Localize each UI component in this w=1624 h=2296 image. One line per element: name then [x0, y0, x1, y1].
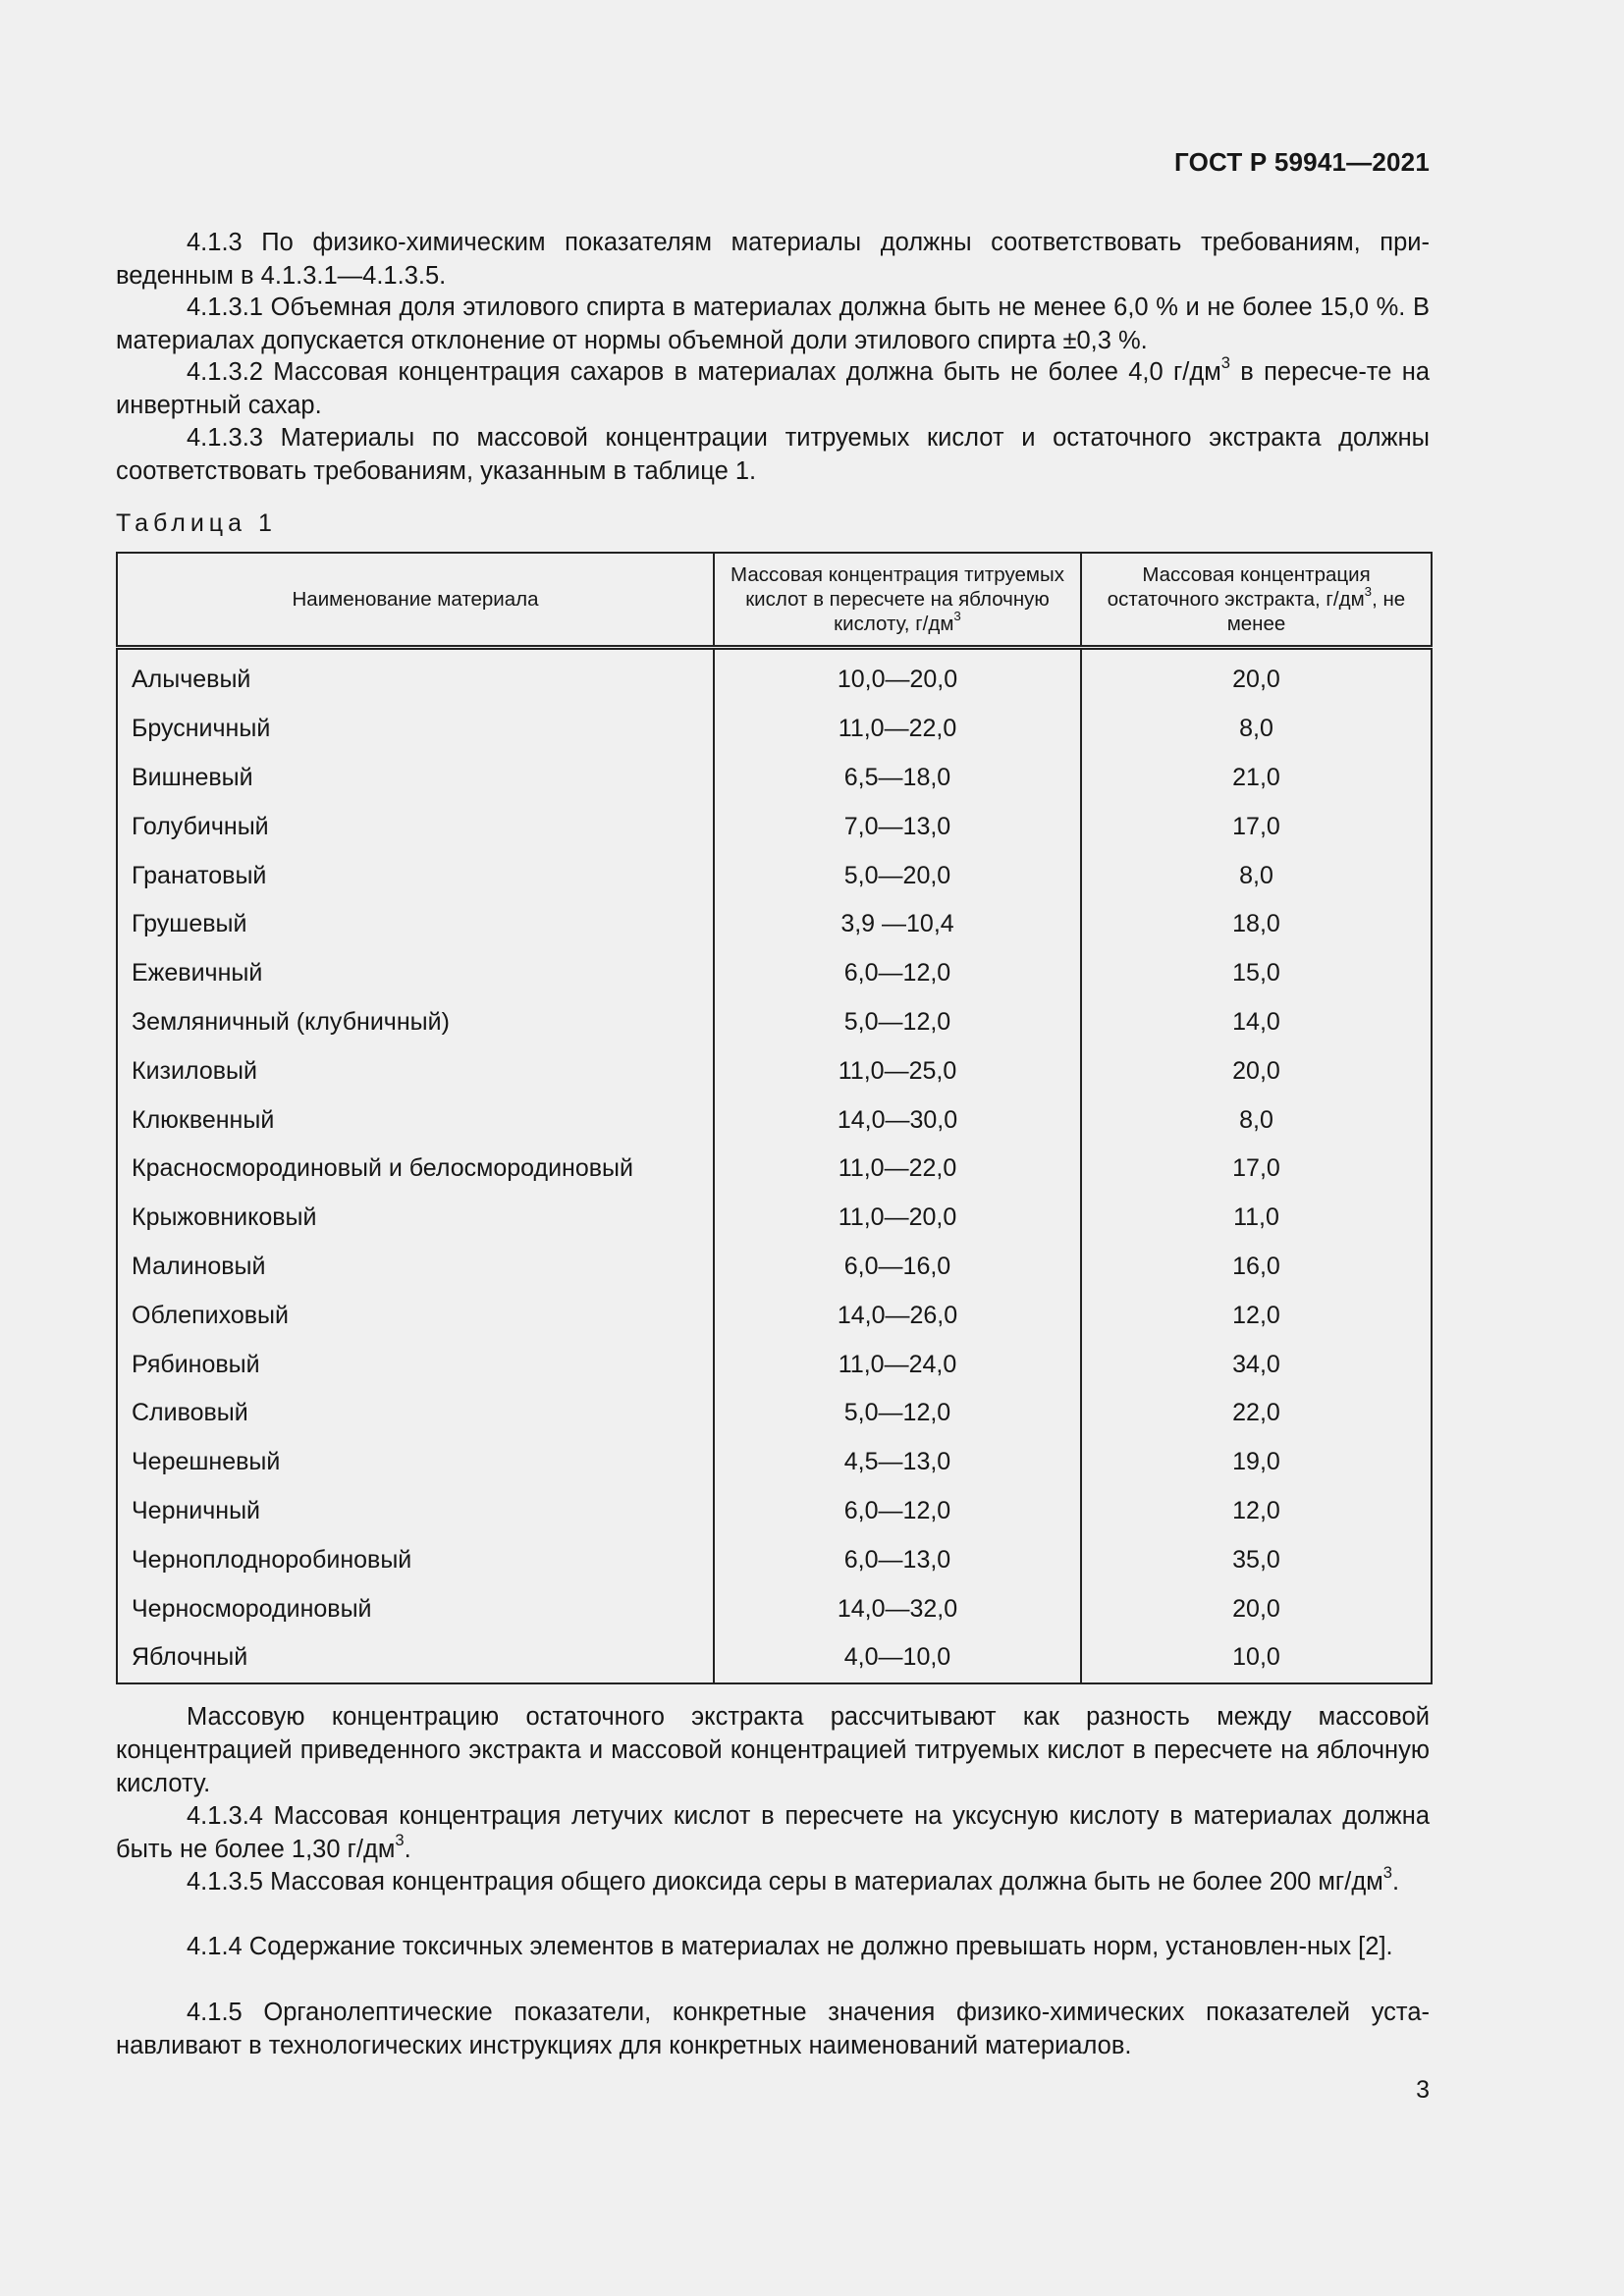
residual-extract-cell: 21,0 — [1232, 763, 1280, 791]
residual-extract-cell: 8,0 — [1239, 861, 1273, 889]
material-name-cell: Грушевый — [117, 900, 714, 949]
table-row — [117, 1633, 1432, 1683]
titratable-acids-cell: 14,0—32,0 — [714, 1584, 1081, 1633]
paragraph-residual-extract-note: Массовую концентрацию остаточного экстракта рассчитывают как разность между массовой концентрацией приведенного экстракта и массовой концентрацией титруемых кислот в пересчете на яблочную кислоту. — [116, 1703, 1430, 1797]
residual-extract-cell: 14,0 — [1232, 1007, 1280, 1036]
table-row — [117, 1389, 1432, 1438]
table-row — [117, 1095, 1432, 1145]
material-name-cell: Рябиновый — [117, 1340, 714, 1389]
standard-code: ГОСТ Р 59941—2021 — [1174, 147, 1430, 177]
material-name-cell: Земляничный (клубничный) — [117, 998, 714, 1047]
table-row — [117, 1291, 1432, 1340]
residual-extract-cell: 34,0 — [1232, 1350, 1280, 1378]
material-name-cell: Крыжовниковый — [117, 1194, 714, 1243]
table-header-row — [117, 553, 1432, 648]
titratable-acids-cell: 3,9 —10,4 — [714, 900, 1081, 949]
header-residual-extract: Массовая концентрация остаточного экстракта, $г/дм^3$, не менее — [1081, 553, 1432, 648]
header-titratable-acids: Массовая концентрация титруемых кислот в пересчете на яблочную кислоту, $г/дм^3$ — [714, 553, 1081, 648]
titratable-acids-cell: 14,0—30,0 — [714, 1095, 1081, 1145]
titratable-acids-cell: 4,0—10,0 — [714, 1633, 1081, 1683]
residual-extract-cell: 10,0 — [1232, 1643, 1280, 1672]
residual-extract-cell: 35,0 — [1232, 1545, 1280, 1574]
residual-extract-cell: 17,0 — [1232, 812, 1280, 840]
table-row — [117, 1535, 1432, 1584]
paragraph-4-1-3-5: 4.1.3.5 Массовая концентрация общего диоксида серы в материалах должна быть не более 200 $мг/дм^3$. — [187, 1863, 1400, 1896]
residual-extract-cell: 8,0 — [1239, 1105, 1273, 1134]
table-caption: Таблица 1 — [116, 509, 277, 537]
residual-extract-cell: 12,0 — [1232, 1496, 1280, 1524]
paragraph-4-1-3-2: 4.1.3.2 Массовая концентрация сахаров в материалах должна быть не более 4,0 $г/дм^3$ в пересче-те на инвертный сахар. — [116, 353, 1431, 419]
titratable-acids-cell: 6,0—13,0 — [714, 1535, 1081, 1584]
residual-extract-cell: 8,0 — [1239, 715, 1273, 743]
titratable-acids-cell: 11,0—22,0 — [714, 1145, 1081, 1194]
titratable-acids-cell: 5,0—12,0 — [714, 1389, 1081, 1438]
material-name-cell: Черешневый — [117, 1438, 714, 1487]
residual-extract-cell: 16,0 — [1232, 1252, 1280, 1280]
table-row — [117, 1584, 1432, 1633]
table-row — [117, 754, 1432, 803]
table-row — [117, 1243, 1432, 1292]
header-material-name: Наименование материала — [117, 553, 714, 648]
table-row — [117, 900, 1432, 949]
material-name-cell: Вишневый — [117, 754, 714, 803]
titratable-acids-cell: 11,0—25,0 — [714, 1046, 1081, 1095]
titratable-acids-cell: 14,0—26,0 — [714, 1291, 1081, 1340]
table-row — [117, 1438, 1432, 1487]
table-row — [117, 998, 1432, 1047]
material-name-cell: Алычевый — [117, 648, 714, 705]
table-row — [117, 949, 1432, 998]
titratable-acids-cell: 4,5—13,0 — [714, 1438, 1081, 1487]
residual-extract-cell: 22,0 — [1232, 1399, 1280, 1427]
material-name-cell: Яблочный — [117, 1633, 714, 1683]
titratable-acids-cell: 11,0—24,0 — [714, 1340, 1081, 1389]
material-name-cell: Голубичный — [117, 802, 714, 851]
material-name-cell: Ежевичный — [117, 949, 714, 998]
residual-extract-cell: 17,0 — [1232, 1154, 1280, 1183]
material-name-cell: Гранатовый — [117, 851, 714, 900]
paragraph-4-1-3-1: 4.1.3.1 Объемная доля этилового спирта в материалах должна быть не менее 6,0 % и не более 15,0 %. В материалах допускается отклонение от нормы объемной доли этилового спирта ±0,3 %. — [116, 294, 1430, 354]
titratable-acids-cell: 6,0—12,0 — [714, 949, 1081, 998]
titratable-acids-cell: 7,0—13,0 — [714, 802, 1081, 851]
material-name-cell: Кизиловый — [117, 1046, 714, 1095]
table-row — [117, 851, 1432, 900]
table-row — [117, 1340, 1432, 1389]
residual-extract-cell: 12,0 — [1232, 1301, 1280, 1329]
residual-extract-cell: 15,0 — [1232, 959, 1280, 988]
titratable-acids-cell: 5,0—20,0 — [714, 851, 1081, 900]
materials-table — [116, 552, 1433, 1684]
table-row — [117, 1487, 1432, 1536]
material-name-cell: Сливовый — [117, 1389, 714, 1438]
material-name-cell: Черничный — [117, 1487, 714, 1536]
paragraph-4-1-3-4: 4.1.3.4 Массовая концентрация летучих кислот в пересчете на уксусную кислоту в материалах должна быть не более 1,30 $г/дм^3$. — [116, 1802, 1430, 1863]
page-number: 3 — [1416, 2076, 1430, 2104]
titratable-acids-cell: 6,5—18,0 — [714, 754, 1081, 803]
residual-extract-cell: 20,0 — [1232, 666, 1280, 694]
titratable-acids-cell: 5,0—12,0 — [714, 998, 1081, 1047]
titratable-acids-cell: 11,0—22,0 — [714, 705, 1081, 754]
material-name-cell: Облепиховый — [117, 1291, 714, 1340]
table-row — [117, 1194, 1432, 1243]
residual-extract-cell: 11,0 — [1233, 1203, 1279, 1232]
titratable-acids-cell: 6,0—16,0 — [714, 1243, 1081, 1292]
material-name-cell: Красносмородиновый и белосмородиновый — [117, 1145, 714, 1194]
material-name-cell: Черносмородиновый — [117, 1584, 714, 1633]
material-name-cell: Клюквенный — [117, 1095, 714, 1145]
titratable-acids-cell: 10,0—20,0 — [714, 648, 1081, 705]
titratable-acids-cell: 11,0—20,0 — [714, 1194, 1081, 1243]
material-name-cell: Малиновый — [117, 1243, 714, 1292]
paragraph-4-1-4: 4.1.4 Содержание токсичных элементов в материалах не должно превышать норм, установлен-ных [2]. — [187, 1933, 1393, 1960]
material-name-cell: Черноплодноробиновый — [117, 1535, 714, 1584]
residual-extract-cell: 18,0 — [1232, 910, 1280, 938]
table-row — [117, 705, 1432, 754]
material-name-cell: Брусничный — [117, 705, 714, 754]
table-row — [117, 648, 1432, 705]
residual-extract-cell: 20,0 — [1232, 1056, 1280, 1085]
titratable-acids-cell: 6,0—12,0 — [714, 1487, 1081, 1536]
residual-extract-cell: 20,0 — [1232, 1594, 1280, 1623]
paragraph-4-1-3: 4.1.3 По физико-химическим показателям материалы должны соответствовать требованиям, при-веденным в 4.1.3.1—4.1.3.5. — [116, 229, 1430, 290]
table-row — [117, 1046, 1432, 1095]
paragraph-4-1-3-3: 4.1.3.3 Материалы по массовой концентрации титруемых кислот и остаточного экстракта должны соответствовать требованиям, указанным в таблице 1. — [116, 424, 1430, 485]
residual-extract-cell: 19,0 — [1232, 1448, 1280, 1476]
table-row — [117, 1145, 1432, 1194]
paragraph-4-1-5: 4.1.5 Органолептические показатели, конкретные значения физико-химических показателей уста-навливают в технологических инструкциях для конкретных наименований материалов. — [116, 1999, 1430, 2059]
table-row — [117, 802, 1432, 851]
